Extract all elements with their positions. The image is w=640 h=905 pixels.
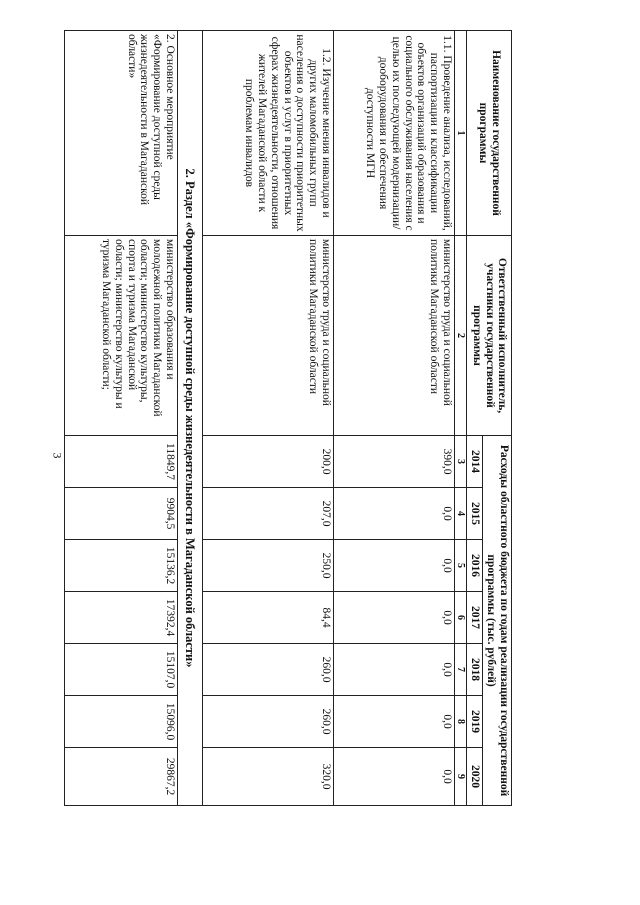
header-year: 2015 [467, 488, 483, 540]
column-number: 3 [455, 436, 467, 488]
value-cell: 84,4 [203, 592, 334, 644]
header-year: 2018 [467, 644, 483, 696]
header-year: 2017 [467, 592, 483, 644]
table-row [65, 31, 178, 806]
budget-table [64, 30, 512, 806]
header-executor: Ответственный исполнитель, участники государственной программы [467, 236, 512, 436]
column-number: 4 [455, 488, 467, 540]
program-name-cell: 1.2. Изучение мнения инвалидов и других маломобильных групп населения о доступности приоритетных объектов и услуг в приоритетных сферах жизнедеятельности, отношения жителей Магаданской области к проблемам инвалидов [203, 31, 334, 236]
header-name: Наименование государственной программы [467, 31, 512, 236]
page-number: 3 [50, 452, 65, 459]
value-cell: 320,0 [203, 748, 334, 806]
value-cell: 250,0 [203, 540, 334, 592]
header-year: 2016 [467, 540, 483, 592]
column-number: 6 [455, 592, 467, 644]
value-cell: 390,0 [334, 436, 455, 488]
header-expenses: Расходы областного бюджета по годам реализации государственной программы (тыс. рублей) [483, 436, 512, 806]
value-cell: 29867,2 [65, 748, 178, 806]
section-row [178, 31, 203, 806]
header-year: 2014 [467, 436, 483, 488]
section-title: 2. Раздел «Формирование доступной среды жизнедеятельности в Магаданской области» [178, 31, 203, 806]
value-cell: 0,0 [334, 540, 455, 592]
value-cell: 0,0 [334, 592, 455, 644]
value-cell: 15136,2 [65, 540, 178, 592]
column-number: 7 [455, 644, 467, 696]
program-name-cell: 2. Основное мероприятие «Формирование доступной среды жизнедеятельности в Магаданской области» [65, 31, 178, 236]
value-cell: 260,0 [203, 644, 334, 696]
value-cell: 260,0 [203, 696, 334, 748]
column-number: 9 [455, 748, 467, 806]
executor-cell: министерство труда и социальной политики Магаданской области [203, 236, 334, 436]
value-cell: 200,0 [203, 436, 334, 488]
value-cell: 0,0 [334, 748, 455, 806]
column-number: 2 [455, 236, 467, 436]
value-cell: 9904,5 [65, 488, 178, 540]
table-row [203, 31, 334, 806]
value-cell: 207,0 [203, 488, 334, 540]
value-cell: 0,0 [334, 644, 455, 696]
executor-cell: министерство труда и социальной политики Магаданской области [334, 236, 455, 436]
column-number: 8 [455, 696, 467, 748]
value-cell: 0,0 [334, 488, 455, 540]
value-cell: 11849,7 [65, 436, 178, 488]
column-number: 1 [455, 31, 467, 236]
header-year: 2019 [467, 696, 483, 748]
executor-cell: министерство образования и молодежной политики Магаданской области; министерство культуры, спорта и туризма Магаданской области; министерство культуры и туризма Магаданской области; [65, 236, 178, 436]
value-cell: 0,0 [334, 696, 455, 748]
value-cell: 15107,0 [65, 644, 178, 696]
value-cell: 15096,0 [65, 696, 178, 748]
budget-table-sheet [57, 30, 512, 805]
column-number: 5 [455, 540, 467, 592]
program-name-cell: 1.1. Проведение анализа, исследований, паспортизации и классификации объектов организаций образования и социального обслуживания населения с целью их последующей модернизации/дооборудования и обеспечения доступности МГН [334, 31, 455, 236]
value-cell: 17392,4 [65, 592, 178, 644]
table-row [334, 31, 455, 806]
header-year: 2020 [467, 748, 483, 806]
